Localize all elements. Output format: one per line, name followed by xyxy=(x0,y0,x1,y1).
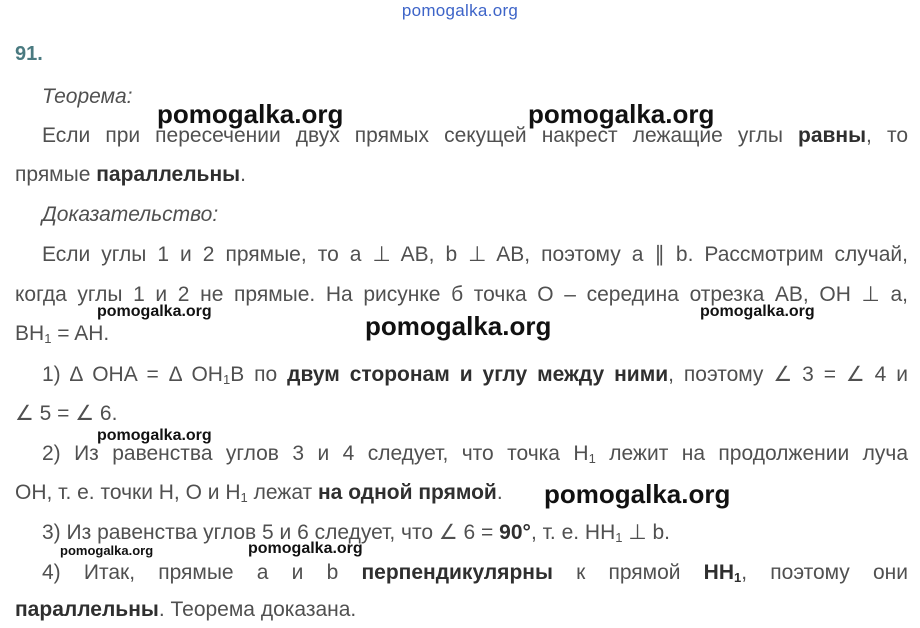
proof-line-1: Если углы 1 и 2 прямые, то a ⊥ AB, b ⊥ AB, поэтому a ∥ b. Рассмотрим случай, xyxy=(42,243,908,266)
theorem-label: Теорема: xyxy=(42,85,133,108)
watermark: pomogalka.org xyxy=(544,479,731,509)
watermark: pomogalka.org xyxy=(60,543,154,558)
step-4-line-1: 4) Итак, прямые a и b перпендикулярны к прямой $HH_1$, поэтому они xyxy=(42,561,908,585)
watermark: pomogalka.org xyxy=(700,303,815,320)
watermark: pomogalka.org xyxy=(248,540,363,557)
watermark: pomogalka.org xyxy=(157,99,344,129)
top-watermark: pomogalka.org xyxy=(401,1,519,20)
watermark: pomogalka.org xyxy=(528,99,715,129)
step-1-line-2: ∠ 5 = ∠ 6. xyxy=(15,402,118,425)
step-4-line-2: параллельны. Теорема доказана. xyxy=(15,598,357,621)
problem-number: 91. xyxy=(15,43,43,65)
theorem-line-2: прямые параллельны. xyxy=(15,163,246,186)
watermark: pomogalka.org xyxy=(365,311,552,341)
proof-label: Доказательство: xyxy=(42,203,219,226)
proof-line-2: когда углы 1 и 2 не прямые. На рисунке б точка O – середина отрезка AB, OH ⊥ a, xyxy=(15,283,908,306)
step-1-line-1: 1) Δ OHA = Δ $OH_1B$ по двум сторонам и углу между ними, поэтому ∠ 3 = ∠ 4 и xyxy=(42,363,908,387)
proof-line-3: $BH_1$ = AH. xyxy=(15,322,110,346)
watermark: pomogalka.org xyxy=(97,427,212,444)
theorem-line-1: Если при пересечении двух прямых секущей накрест лежащие углы равны, то xyxy=(42,124,909,147)
step-2-line-1: 2) Из равенства углов 3 и 4 следует, что точка $H_1$ лежит на продолжении луча xyxy=(42,442,908,466)
step-3-line: 3) Из равенства углов 5 и 6 следует, что ∠ 6 = 90°, т. е. $HH_1$ ⊥ b. xyxy=(42,521,670,545)
step-2-line-2: OH, т. е. точки H, O и $H_1$ лежат на одной прямой. xyxy=(15,481,503,505)
watermark: pomogalka.org xyxy=(97,303,212,320)
